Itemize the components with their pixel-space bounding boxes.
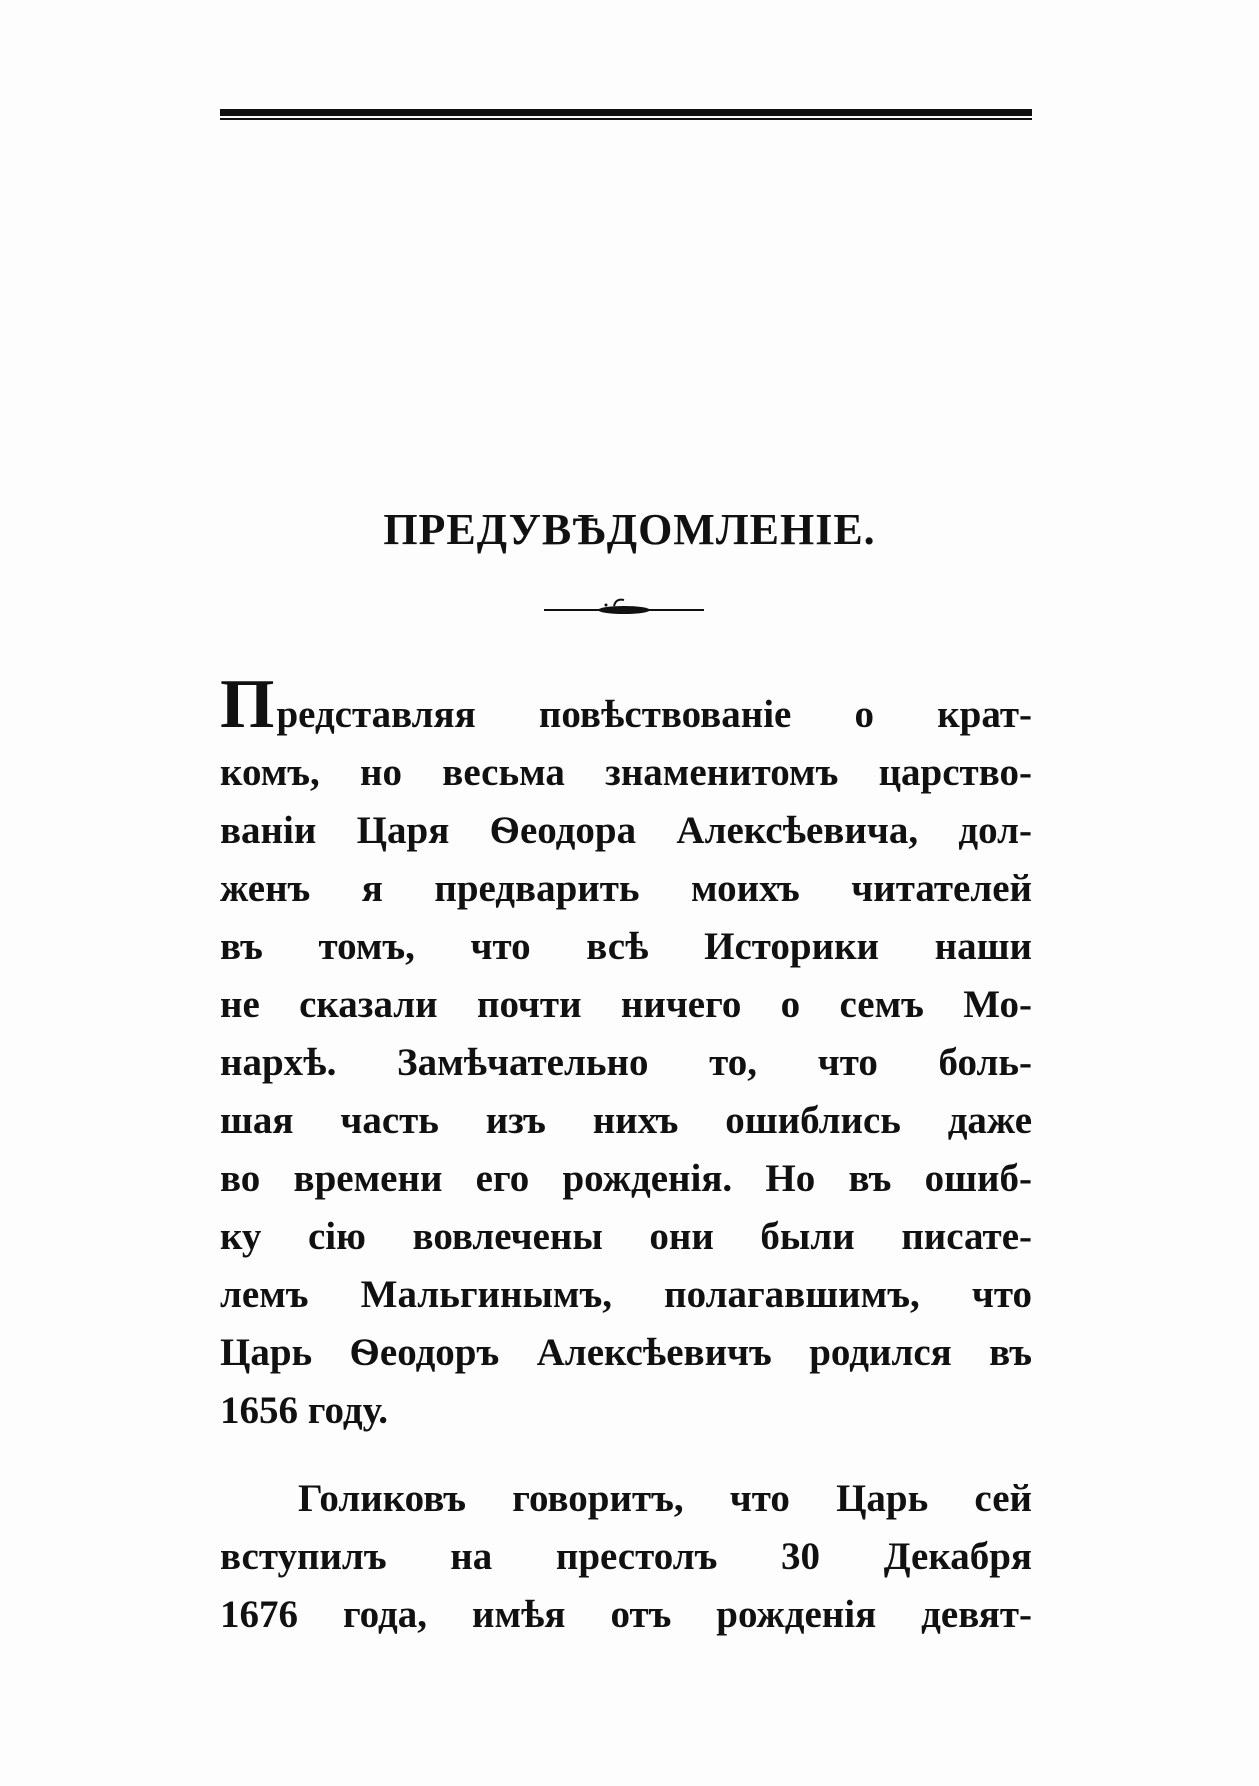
drop-cap: П	[220, 666, 275, 743]
text-line: шая часть изъ нихъ ошиблись даже	[220, 1099, 1032, 1142]
text-line: вступилъ на престолъ 30 Декабря	[220, 1535, 1032, 1578]
paragraph-2	[220, 1470, 1032, 1644]
text-line: лемъ Мальгинымъ, полагавшимъ, что	[220, 1273, 1032, 1316]
text-line: женъ я предварить моихъ читателей	[220, 867, 1032, 910]
paragraph-1	[220, 666, 1032, 1440]
text-line: Голиковъ говоритъ, что Царь сей	[298, 1477, 1032, 1520]
ornament-divider	[544, 596, 704, 618]
page-heading: ПРЕДУВѢДОМЛЕНІЕ.	[383, 505, 876, 554]
text-line: не сказали почти ничего о семъ Мо-	[220, 983, 1032, 1026]
text-line: ваніи Царя Ѳеодора Алексѣевича, дол-	[220, 809, 1032, 852]
top-decorative-rule	[220, 106, 1032, 122]
text-line: комъ, но весьма знаменитомъ царство-	[220, 751, 1032, 794]
body-text	[220, 666, 1032, 1644]
text-line: ку сію вовлечены они были писате-	[220, 1215, 1032, 1258]
text-line: Царь Ѳеодоръ Алексѣевичъ родился въ	[220, 1331, 1032, 1374]
text-line: Представляя повѣствованіе о крат-	[220, 666, 1032, 743]
text-line: въ томъ, что всѣ Историки наши	[220, 925, 1032, 968]
text-line: 1656 году.	[220, 1389, 388, 1432]
text-line: 1676 года, имѣя отъ рожденія девят-	[220, 1593, 1032, 1636]
text-line: нархѣ. Замѣчательно то, что боль-	[220, 1041, 1032, 1084]
text-line: во времени его рожденія. Но въ ошиб-	[220, 1157, 1032, 1200]
